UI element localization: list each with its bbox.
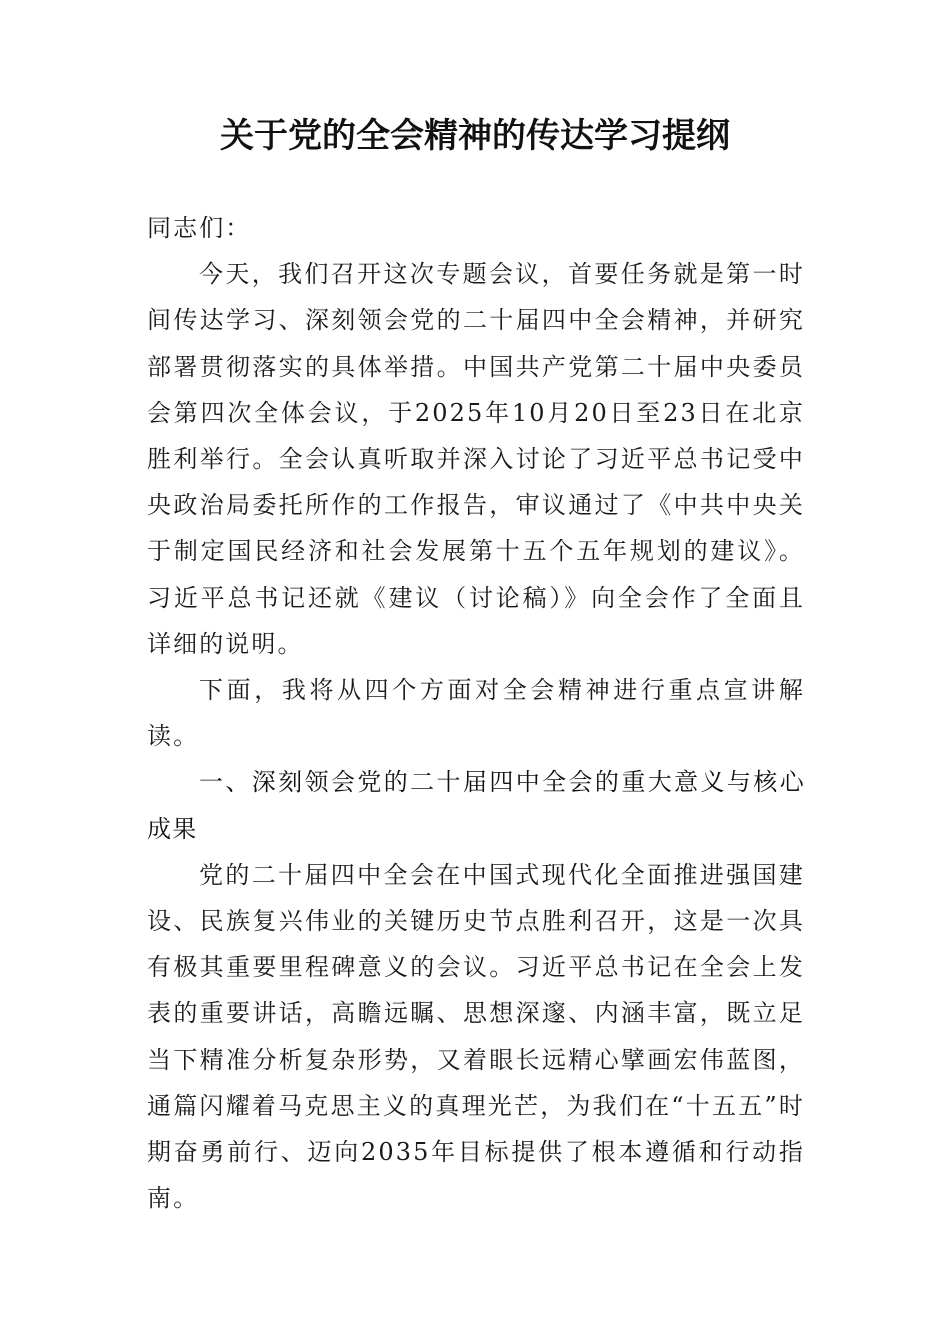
outline-paragraph: 下面，我将从四个方面对全会精神进行重点宣讲解读。	[147, 676, 805, 751]
salutation: 同志们：	[147, 214, 252, 242]
document-body	[147, 205, 805, 1221]
section-heading-1: 一、深刻领会党的二十届四中全会的重大意义与核心成果	[147, 768, 805, 843]
section-1-paragraph: 党的二十届四中全会在中国式现代化全面推进强国建设、民族复兴伟业的关键历史节点胜利召开，这是一次具有极其重要里程碑意义的会议。习近平总书记在全会上发表的重要讲话，高瞻远瞩、思想深邃、内涵丰富，既立足当下精准分析复杂形势，又着眼长远精心擘画宏伟蓝图，通篇闪耀着马克思主义的真理光芒，为我们在“十五五”时期奋勇前行、迈向2035年目标提供了根本遵循和行动指南。	[147, 860, 805, 1213]
intro-paragraph: 今天，我们召开这次专题会议，首要任务就是第一时间传达学习、深刻领会党的二十届四中全会精神，并研究部署贯彻落实的具体举措。中国共产党第二十届中央委员会第四次全体会议，于2025年10月20日至23日在北京胜利举行。全会认真听取并深入讨论了习近平总书记受中央政治局委托所作的工作报告，审议通过了《中共中央关于制定国民经济和社会发展第十五个五年规划的建议》。习近平总书记还就《建议（讨论稿）》向全会作了全面且详细的说明。	[147, 260, 805, 658]
document-title: 关于党的全会精神的传达学习提纲	[220, 116, 730, 156]
